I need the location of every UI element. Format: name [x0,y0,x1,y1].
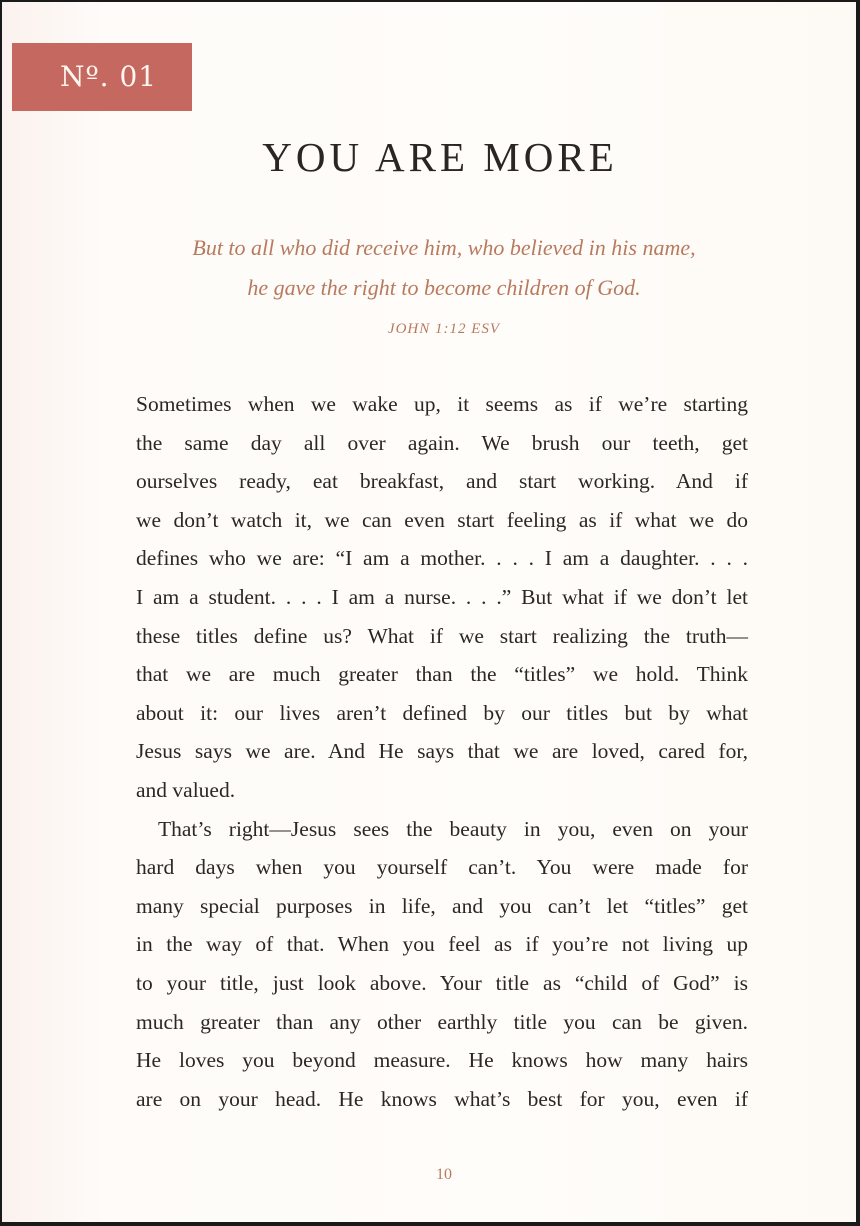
chapter-number: Nº. 01 [60,60,158,93]
text-line: to your title, just look above. Your title as “child of God” is [136,970,748,995]
paragraph-2 [136,810,748,1119]
text-line: ourselves ready, eat breakfast, and start working. And if [136,469,748,494]
paragraph-1 [136,385,748,810]
body-text [136,385,748,1118]
text-line: I am a student. . . . I am a nurse. . . .” But what if we don’t let [136,584,748,609]
chapter-number-tab [12,43,192,111]
text-line: He loves you beyond measure. He knows how many hairs [136,1048,748,1073]
scripture-line-2: he gave the right to become children of God. [247,275,641,300]
text-line: that we are much greater than the “titles” we hold. Think [136,662,748,687]
text-line: we don’t watch it, we can even start feeling as if what we do [136,507,748,532]
text-line: Jesus says we are. And He says that we are loved, cared for, [136,739,748,764]
text-line: in the way of that. When you feel as if you’re not living up [136,932,748,957]
scripture-quote [2,228,856,308]
text-line: are on your head. He knows what’s best for you, even if [136,1086,748,1111]
text-line: these titles define us? What if we start realizing the truth— [136,623,748,648]
text-line: many special purposes in life, and you can’t let “titles” get [136,893,748,918]
text-line: Sometimes when we wake up, it seems as if we’re starting [136,392,748,416]
page-number: 10 [436,1166,452,1183]
text-line: and valued. [136,777,236,802]
text-line: much greater than any other earthly title you can be given. [136,1009,748,1034]
text-line: about it: our lives aren’t defined by our titles but by what [136,700,748,725]
chapter-title: YOU ARE MORE [262,134,618,180]
scripture-reference: JOHN 1:12 ESV [387,321,501,337]
scripture-line-1: But to all who did receive him, who believed in his name, [192,235,696,260]
text-line: the same day all over again. We brush our teeth, get [136,430,748,455]
text-line: That’s right—Jesus sees the beauty in you, even on your [158,816,748,841]
text-line: hard days when you yourself can’t. You were made for [136,855,748,880]
book-page [2,2,856,1222]
text-line: defines who we are: “I am a mother. . . . I am a daughter. . . . [136,546,748,571]
